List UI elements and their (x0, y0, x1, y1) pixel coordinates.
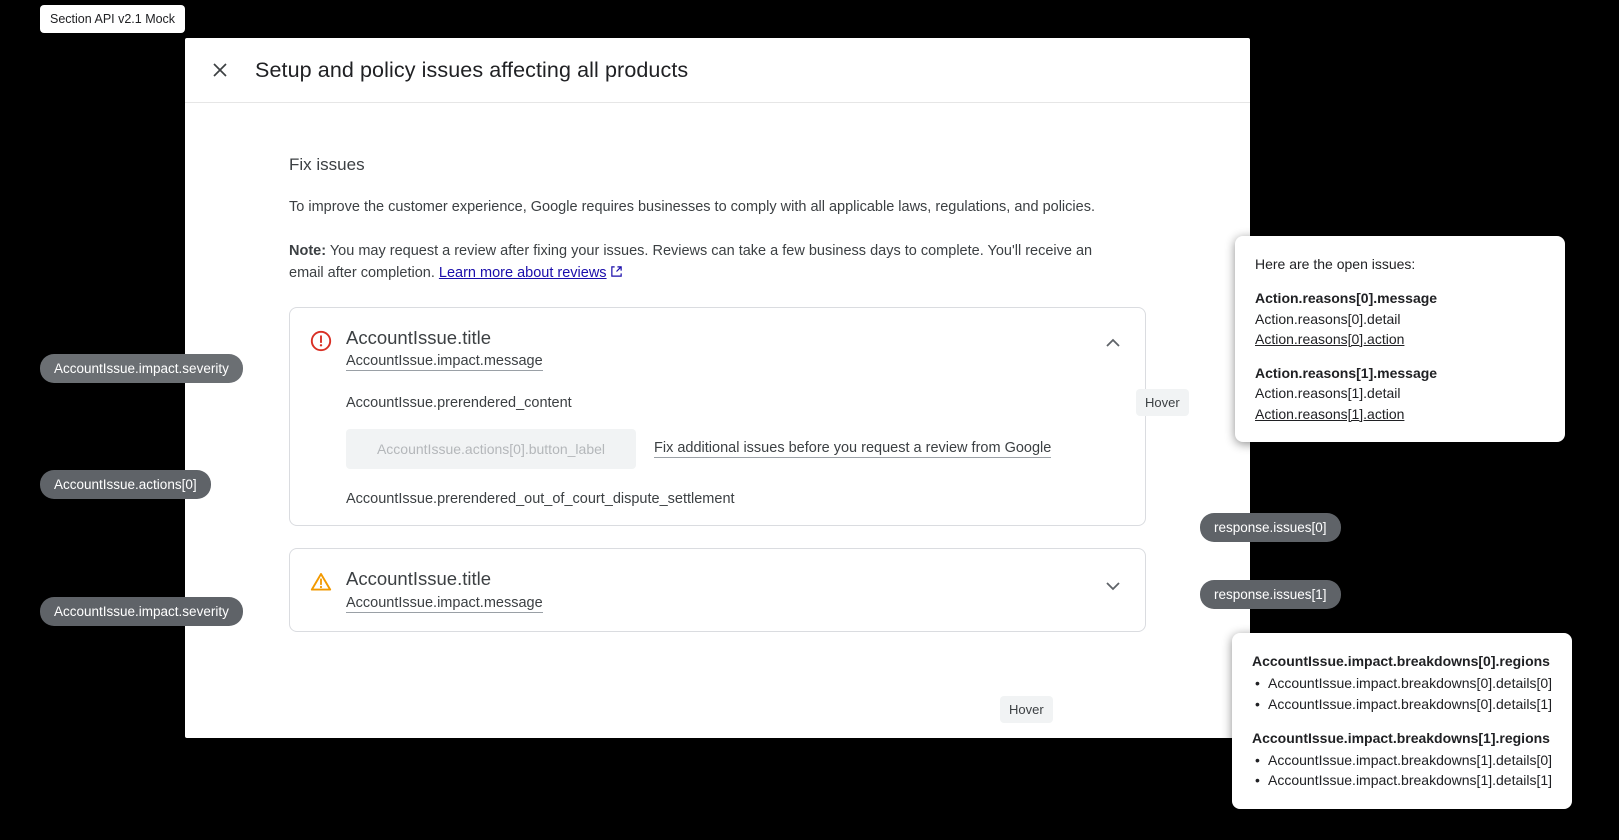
breakdown-details-list (1252, 673, 1552, 714)
breakdown-detail: • AccountIssue.impact.breakdowns[1].details[1] (1268, 770, 1552, 790)
pill-impact-severity-2: AccountIssue.impact.severity (40, 597, 243, 626)
issue-card-texts (346, 326, 1087, 371)
issue-card[interactable] (289, 548, 1146, 631)
issue-card-header (310, 567, 1125, 612)
issue-action-row (346, 429, 1125, 469)
breakdown-group (1252, 651, 1552, 714)
reason-message: Action.reasons[1].message (1255, 365, 1438, 382)
reason-message: Action.reasons[0].message (1255, 290, 1438, 307)
issue-impact-message[interactable]: AccountIssue.impact.message (346, 594, 543, 611)
issue-card-content (310, 395, 1125, 507)
reason-detail: Action.reasons[0].detail (1255, 310, 1401, 327)
pill-response-issues-0: response.issues[0] (1200, 513, 1341, 542)
reason-group (1255, 363, 1545, 424)
issue-card[interactable] (289, 307, 1146, 526)
breakdown-detail: • AccountIssue.impact.breakdowns[0].details[0] (1268, 673, 1552, 693)
breakdown-detail: • AccountIssue.impact.breakdowns[1].details[0] (1268, 750, 1552, 770)
page-title: Setup and policy issues affecting all products (255, 57, 689, 82)
issue-impact-message[interactable]: AccountIssue.impact.message (346, 353, 543, 370)
pill-response-issues-1: response.issues[1] (1200, 580, 1341, 609)
intro-text: To improve the customer experience, Google requires businesses to comply with all applicable laws, regulations, and policies. (289, 199, 1095, 215)
error-circle-icon (310, 330, 332, 352)
issue-action-button[interactable]: AccountIssue.actions[0].button_label (346, 429, 636, 469)
note-text (289, 241, 1109, 286)
note-label: Note: (289, 242, 327, 259)
reason-group (1255, 288, 1545, 349)
hover-chip-reasons: Hover (1136, 389, 1189, 416)
breakdown-group (1252, 728, 1552, 791)
mock-version-badge: Section API v2.1 Mock (40, 5, 185, 33)
warning-triangle-icon (310, 571, 332, 593)
learn-more-link[interactable]: Learn more about reviews (438, 264, 607, 281)
pill-actions-0: AccountIssue.actions[0] (40, 470, 211, 499)
hover-chip-breakdowns: Hover (1000, 696, 1053, 723)
breakdown-regions: AccountIssue.impact.breakdowns[1].regions (1252, 729, 1550, 746)
dialog-header (185, 38, 1250, 103)
prerendered-dispute-settlement: AccountIssue.prerendered_out_of_court_dispute_settlement (346, 491, 735, 508)
reason-action[interactable]: Action.reasons[0].action (1255, 330, 1405, 347)
external-link-icon (610, 264, 623, 286)
prerendered-content: AccountIssue.prerendered_content (346, 395, 572, 412)
issue-title: AccountIssue.title (346, 327, 491, 349)
popover-action-reasons (1235, 236, 1565, 442)
issue-title: AccountIssue.title (346, 568, 491, 590)
dialog-body (185, 103, 1250, 632)
note-body: You may request a review after fixing your issues. Reviews can take a few business days to complete. You'll receive an email after completion. (289, 242, 1093, 281)
breakdown-detail: • AccountIssue.impact.breakdowns[0].details[1] (1268, 694, 1552, 714)
reason-detail: Action.reasons[1].detail (1255, 385, 1401, 402)
issue-card-header (310, 326, 1125, 371)
chevron-up-icon[interactable] (1101, 332, 1125, 356)
pill-impact-severity-1: AccountIssue.impact.severity (40, 354, 243, 383)
popover-lead: Here are the open issues: (1255, 256, 1416, 272)
chevron-down-icon[interactable] (1101, 573, 1125, 597)
reason-action[interactable]: Action.reasons[1].action (1255, 405, 1405, 422)
section-title: Fix issues (289, 155, 365, 174)
issue-card-texts (346, 567, 1087, 612)
fix-additional-issues-link[interactable]: Fix additional issues before you request a review from Google (654, 440, 1052, 457)
close-icon[interactable] (207, 57, 233, 83)
popover-impact-breakdowns (1232, 633, 1572, 809)
issues-dialog (185, 38, 1250, 738)
breakdown-regions: AccountIssue.impact.breakdowns[0].regions (1252, 653, 1550, 669)
breakdown-details-list (1252, 750, 1552, 791)
